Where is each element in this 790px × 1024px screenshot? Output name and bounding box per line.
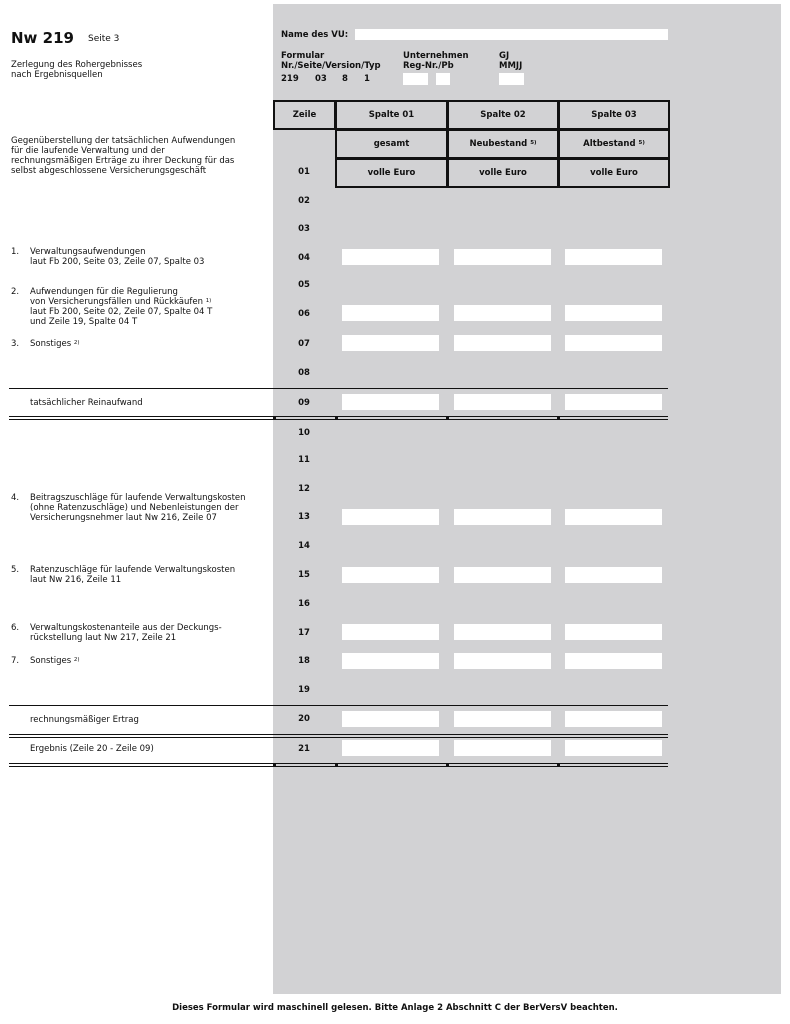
input-z21-s03[interactable] bbox=[565, 740, 662, 756]
input-z07-s01[interactable] bbox=[342, 335, 439, 351]
input-z04-s02[interactable] bbox=[454, 249, 551, 265]
input-z04-s03[interactable] bbox=[565, 249, 662, 265]
gj-label: GJ MMJJ bbox=[499, 51, 523, 71]
input-z21-s02[interactable] bbox=[454, 740, 551, 756]
item-1-label: 1. Verwaltungsaufwendungen laut Fb 200, Seite 03, Zeile 07, Spalte 03 bbox=[11, 247, 205, 267]
row-number-04: 04 bbox=[298, 253, 310, 263]
row-number-09: 09 bbox=[298, 398, 310, 408]
ergebnis-label: Ergebnis (Zeile 20 - Zeile 09) bbox=[30, 744, 154, 754]
input-z20-s02[interactable] bbox=[454, 711, 551, 727]
input-z20-s03[interactable] bbox=[565, 711, 662, 727]
company-name-field[interactable] bbox=[355, 29, 668, 40]
input-z17-s01[interactable] bbox=[342, 624, 439, 640]
input-z18-s02[interactable] bbox=[454, 653, 551, 669]
form-version: 8 bbox=[342, 74, 348, 84]
column-tick bbox=[446, 763, 449, 766]
double-divider-line bbox=[9, 763, 668, 767]
item-5-label: 5. Ratenzuschläge für laufende Verwaltungskosten laut Nw 216, Zeile 11 bbox=[11, 565, 236, 585]
form-page: 03 bbox=[315, 74, 327, 84]
unternehmen-label: Unternehmen Reg-Nr./Pb bbox=[403, 51, 469, 71]
zeile-header: Zeile bbox=[273, 100, 336, 130]
row-number-19: 19 bbox=[298, 685, 310, 695]
input-z09-s02[interactable] bbox=[454, 394, 551, 410]
gj-field[interactable] bbox=[499, 73, 524, 85]
column-subheader-02: Neubestand $^{5)}$ bbox=[447, 129, 559, 159]
column-subheader-01: gesamt bbox=[335, 129, 448, 159]
row-number-07: 07 bbox=[298, 339, 310, 349]
double-divider-line bbox=[9, 734, 668, 738]
input-z07-s02[interactable] bbox=[454, 335, 551, 351]
input-z18-s03[interactable] bbox=[565, 653, 662, 669]
reinaufwand-label: tatsächlicher Reinaufwand bbox=[30, 398, 143, 408]
column-tick bbox=[273, 416, 276, 419]
row-number-11: 11 bbox=[298, 455, 310, 465]
input-z09-s01[interactable] bbox=[342, 394, 439, 410]
input-z17-s02[interactable] bbox=[454, 624, 551, 640]
input-z15-s02[interactable] bbox=[454, 567, 551, 583]
column-tick bbox=[557, 763, 560, 766]
input-z21-s01[interactable] bbox=[342, 740, 439, 756]
column-header-02: Spalte 02 bbox=[447, 100, 559, 130]
input-z17-s03[interactable] bbox=[565, 624, 662, 640]
column-unit-02: volle Euro bbox=[447, 158, 559, 188]
item-3-label: 3. Sonstiges $^{2)}$ bbox=[11, 339, 80, 349]
reg-nr-field[interactable] bbox=[403, 73, 428, 85]
input-z15-s01[interactable] bbox=[342, 567, 439, 583]
name-label: Name des VU: bbox=[281, 30, 349, 40]
column-tick bbox=[557, 416, 560, 419]
row-number-08: 08 bbox=[298, 368, 310, 378]
input-z09-s03[interactable] bbox=[565, 394, 662, 410]
row-number-06: 06 bbox=[298, 309, 310, 319]
pb-field[interactable] bbox=[436, 73, 450, 85]
double-divider-line bbox=[9, 416, 668, 420]
form-number: 219 bbox=[281, 74, 299, 84]
row-number-10: 10 bbox=[298, 428, 310, 438]
row-number-05: 05 bbox=[298, 280, 310, 290]
row-number-03: 03 bbox=[298, 224, 310, 234]
row-number-16: 16 bbox=[298, 599, 310, 609]
row-number-20: 20 bbox=[298, 714, 310, 724]
row-number-17: 17 bbox=[298, 628, 310, 638]
column-header-01: Spalte 01 bbox=[335, 100, 448, 130]
input-z20-s01[interactable] bbox=[342, 711, 439, 727]
input-z13-s02[interactable] bbox=[454, 509, 551, 525]
column-tick bbox=[273, 763, 276, 766]
form-type: 1 bbox=[364, 74, 370, 84]
column-subheader-03: Altbestand $^{5)}$ bbox=[558, 129, 670, 159]
divider-line bbox=[9, 388, 668, 389]
column-tick bbox=[335, 416, 338, 419]
row-number-01: 01 bbox=[298, 167, 310, 177]
column-unit-03: volle Euro bbox=[558, 158, 670, 188]
item-6-label: 6. Verwaltungskostenanteile aus der Deckungs- rückstellung laut Nw 217, Zeile 21 bbox=[11, 623, 222, 643]
row-number-02: 02 bbox=[298, 196, 310, 206]
form-code: Nw 219 bbox=[11, 29, 74, 47]
row-number-13: 13 bbox=[298, 512, 310, 522]
input-z13-s03[interactable] bbox=[565, 509, 662, 525]
input-z06-s01[interactable] bbox=[342, 305, 439, 321]
column-tick bbox=[446, 416, 449, 419]
row-number-12: 12 bbox=[298, 484, 310, 494]
row-number-21: 21 bbox=[298, 744, 310, 754]
input-z18-s01[interactable] bbox=[342, 653, 439, 669]
input-z07-s03[interactable] bbox=[565, 335, 662, 351]
column-unit-01: volle Euro bbox=[335, 158, 448, 188]
item-7-label: 7. Sonstiges $^{2)}$ bbox=[11, 656, 80, 666]
input-z06-s03[interactable] bbox=[565, 305, 662, 321]
input-z15-s03[interactable] bbox=[565, 567, 662, 583]
footer-note: Dieses Formular wird maschinell gelesen. Bitte Anlage 2 Abschnitt C der BerVersV beachten. bbox=[172, 1003, 618, 1013]
formular-label: Formular Nr./Seite/Version/Typ bbox=[281, 51, 381, 71]
column-header-03: Spalte 03 bbox=[558, 100, 670, 130]
ertrag-label: rechnungsmäßiger Ertrag bbox=[30, 715, 139, 725]
item-4-label: 4. Beitragszuschläge für laufende Verwaltungskosten (ohne Ratenzuschläge) und Nebenleistungen der Versicherungsnehmer laut Nw 216, Zeile 07 bbox=[11, 493, 246, 523]
input-z04-s01[interactable] bbox=[342, 249, 439, 265]
input-z13-s01[interactable] bbox=[342, 509, 439, 525]
row-number-15: 15 bbox=[298, 570, 310, 580]
form-subtitle: Zerlegung des Rohergebnisses nach Ergebnisquellen bbox=[11, 60, 143, 80]
row-number-18: 18 bbox=[298, 656, 310, 666]
row-number-14: 14 bbox=[298, 541, 310, 551]
input-z06-s02[interactable] bbox=[454, 305, 551, 321]
item-2-label: 2. Aufwendungen für die Regulierung von Versicherungsfällen und Rückkäufen $^{1)}$ laut Fb 200, Seite 02, Zeile 07, Spalte 04 T und Zeile 19, Spalte 04 T bbox=[11, 287, 213, 327]
column-tick bbox=[335, 763, 338, 766]
divider-line bbox=[9, 705, 668, 706]
page-number: Seite 3 bbox=[88, 34, 120, 44]
intro-text: Gegenüberstellung der tatsächlichen Aufwendungen für die laufende Verwaltung und der rechnungsmäßigen Erträge zu ihrer Deckung für das selbst abgeschlossene Versicherungsgeschäft bbox=[11, 136, 236, 176]
